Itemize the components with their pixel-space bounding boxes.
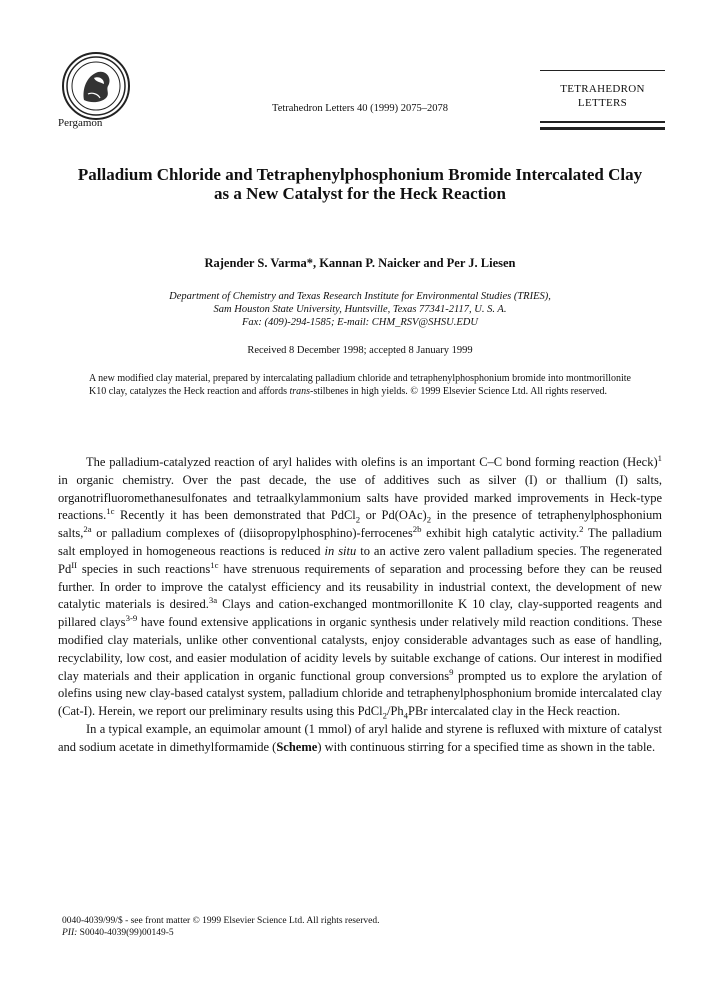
superscript: II: [71, 559, 78, 570]
text-run: Recently it has been demonstrated that PdCl: [114, 508, 356, 523]
text-run: or palladium complexes of (diisopropylphosphino)-ferrocenes: [91, 526, 413, 541]
text-run: /Ph: [386, 704, 404, 719]
citation-ref: 3a: [208, 595, 218, 606]
citation-ref: 3-9: [125, 613, 138, 624]
footer: [62, 915, 379, 939]
citation-ref: 9: [449, 666, 454, 677]
abstract-text-2: -stilbenes in high yields.: [310, 385, 408, 397]
abstract-copyright: © 1999 Elsevier Science Ltd. All rights reserved.: [410, 385, 608, 397]
scheme-ref: Scheme: [276, 739, 318, 754]
affiliation-line-1: Department of Chemistry and Texas Research Institute for Environmental Studies (TRIES),: [169, 291, 551, 302]
affiliation-line-3: Fax: (409)-294-1585; E-mail: CHM_RSV@SHSU.EDU: [242, 317, 478, 328]
citation-ref: 2a: [83, 524, 92, 535]
brand-rule-top: [540, 70, 665, 71]
text-run: Clays and cation-exchanged montmorillonite K 10 clay, clay-supported reagents and pillared clays: [58, 597, 662, 630]
brand-line-2: LETTERS: [577, 97, 628, 109]
title-line-2: as a New Catalyst for the Heck Reaction: [214, 184, 506, 203]
author-list: Rajender S. Varma*, Kannan P. Naicker and Per J. Liesen: [204, 256, 516, 270]
abstract: [89, 373, 631, 398]
text-run: in the presence of tetraphenylphosphonium salts,: [58, 508, 662, 541]
title-line-1: Palladium Chloride and Tetraphenylphosphonium Bromide Intercalated Clay: [77, 165, 643, 184]
text-run: exhibit high catalytic activity.: [421, 526, 580, 541]
citation-ref: 2: [579, 524, 584, 535]
brand-rule-bottom: [540, 121, 665, 123]
paragraph-2: [58, 721, 662, 757]
subscript: 2: [355, 514, 361, 525]
copyright-line: 0040-4039/99/$ - see front matter © 1999 Elsevier Science Ltd. All rights reserved.: [62, 916, 380, 926]
pii-label: PII:: [62, 928, 78, 938]
text-run: PBr intercalated clay in the Heck reaction.: [408, 704, 621, 719]
text-run: The palladium salt employed in homogeneous reactions is reduced: [58, 526, 662, 558]
italic-text: in situ: [324, 543, 357, 558]
paragraph-1: [58, 454, 662, 721]
text-run: or Pd(OAc): [360, 508, 427, 523]
received-dates: Received 8 December 1998; accepted 8 January 1999: [247, 345, 473, 356]
pii-value: S0040-4039(99)00149-5: [77, 928, 174, 938]
text-run: In a typical example, an equimolar amount (1 mmol) of aryl halide and styrene is refluxed with mixture of catalyst and sodium acetate in dimethylformamide (: [58, 721, 662, 754]
text-run: The palladium-catalyzed reaction of aryl halides with olefins is an important C–C bond forming reaction (Heck): [86, 455, 658, 469]
subscript: 4: [403, 710, 409, 721]
text-run: have found extensive applications in organic synthesis under relatively mild reaction conditions. These modified clay materials, unlike other conventional catalysts, enjoy considerable advantages such as ease of handling, recyclability, low cost, and easier modulation of acidity levels by suitable exchange of cations. Our interest in modified clay materials and their application in organic functional group conversions: [58, 615, 662, 683]
abstract-text-1: A new modified clay material, prepared by intercalating palladium chloride and tetraphenylphosphonium bromide into montmorillonite K10 clay, catalyzes the Heck reaction and affords: [89, 373, 631, 397]
text-run: in organic chemistry. Over the past decade, the use of additives such as silver (I) or thallium (I) salts, organotrifluoromethanesulfonates and tetraalkylammonium salts have provided marked improvements in Heck-type reactions.: [58, 472, 662, 523]
subscript: 2: [382, 710, 387, 721]
text-run: have strenuous requirements of separation and processing before they can be reused further. In order to improve the catalyst efficiency and its reusability in industrial context, the development of new catalytic materials is desired.: [58, 561, 662, 612]
brand-rule-bottom-thick: [540, 127, 665, 130]
journal-brand: [540, 82, 665, 110]
pii-line: [62, 927, 379, 939]
citation-ref: 1c: [210, 559, 219, 570]
journal-citation: Tetrahedron Letters 40 (1999) 2075–2078: [272, 103, 448, 114]
citation-ref: 1c: [106, 506, 115, 517]
citation-ref: 2b: [412, 524, 422, 535]
body-text: [58, 454, 662, 757]
affiliation: [60, 290, 660, 329]
brand-line-1: TETRAHEDRON: [560, 83, 645, 95]
text-run: prompted us to explore the arylation of olefins using new clay-based catalyst system, palladium chloride and tetraphenylphosphonium bromide intercalated clay (Cat-I). Herein, we report our preliminary results using this PdCl: [58, 668, 663, 719]
abstract-italic: trans: [289, 385, 311, 397]
text-run: species in such reactions: [77, 561, 211, 576]
citation-ref: 1: [657, 452, 662, 463]
affiliation-line-2: Sam Houston State University, Huntsville, Texas 77341-2117, U. S. A.: [213, 304, 507, 315]
text-run: to an active zero valent palladium species. The regenerated Pd: [58, 543, 662, 576]
text-run: ) with continuous stirring for a specified time as shown in the table.: [317, 739, 656, 754]
article-title: [60, 165, 660, 203]
publisher-name: Pergamon: [58, 117, 103, 129]
subscript: 2: [426, 514, 432, 525]
